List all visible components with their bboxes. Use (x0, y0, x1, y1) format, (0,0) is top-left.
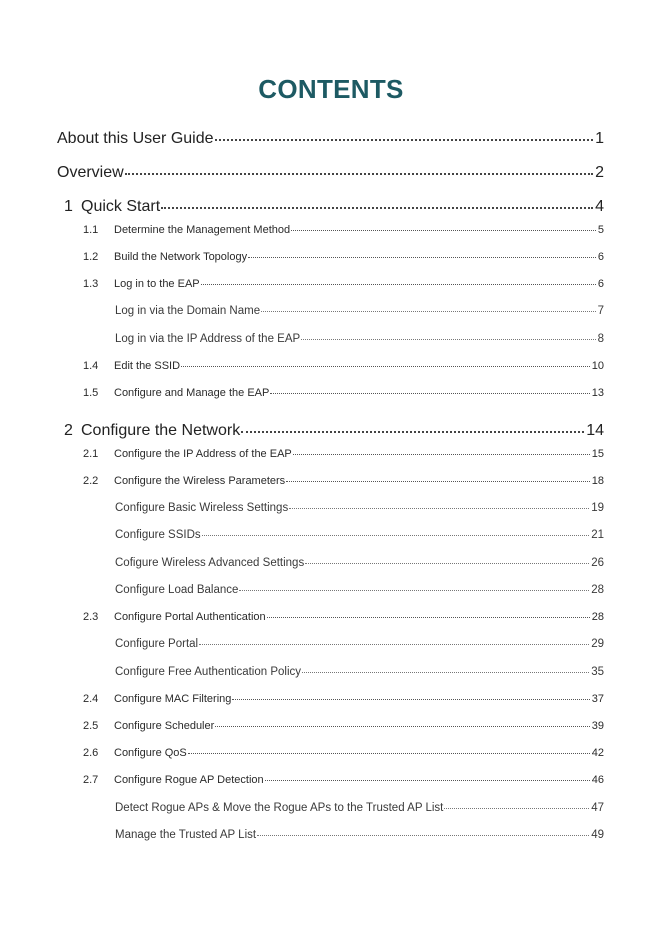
toc-entry-page: 39 (591, 720, 604, 732)
toc-entry-number: 1.1 (83, 224, 99, 236)
toc-entry-page: 19 (591, 502, 604, 514)
toc-entry-label: Configure the Wireless Parameters (114, 475, 286, 487)
toc-entry-page: 49 (591, 829, 604, 841)
toc-entry-number: 2.2 (83, 475, 99, 487)
toc-entry[interactable] (64, 198, 604, 216)
toc-entry-page: 14 (586, 422, 604, 439)
leader-dots (267, 617, 590, 618)
toc-entry-label: Quick Start (81, 198, 161, 215)
toc-entry-page: 26 (591, 557, 604, 569)
toc-entry-label: Configure Load Balance (115, 584, 239, 596)
toc-entry-page: 10 (591, 360, 604, 372)
leader-dots (161, 207, 593, 209)
toc-entry-label: Build the Network Topology (114, 251, 248, 263)
toc-entry[interactable] (115, 829, 604, 841)
toc-entry-page: 47 (591, 802, 604, 814)
toc-entry-page: 6 (597, 278, 604, 290)
toc-entry-page: 46 (591, 774, 604, 786)
toc-entry-number: 2.5 (83, 720, 99, 732)
toc-entry-page: 28 (591, 584, 604, 596)
leader-dots (270, 393, 589, 394)
toc-entry-number: 2.3 (83, 611, 99, 623)
toc-entry[interactable] (115, 584, 604, 596)
toc-entry[interactable] (115, 502, 604, 514)
leader-dots (202, 535, 590, 536)
toc-entry-number: 1.5 (83, 387, 99, 399)
toc-entry-number: 2.4 (83, 693, 99, 705)
toc-entry-page: 2 (595, 164, 604, 181)
toc-entry[interactable] (115, 529, 604, 541)
toc-entry-label: Log in via the IP Address of the EAP (115, 333, 301, 345)
toc-entry-page: 5 (597, 224, 604, 236)
toc-entry-number: 1 (64, 198, 73, 215)
toc-entry-label: Log in to the EAP (114, 278, 200, 290)
toc-entry[interactable] (57, 164, 604, 182)
toc-entry-page: 29 (591, 638, 604, 650)
toc-entry[interactable] (83, 693, 604, 705)
toc-entry-label: Configure Basic Wireless Settings (115, 502, 289, 514)
toc-entry-label: Configure Rogue AP Detection (114, 774, 264, 786)
leader-dots (125, 173, 593, 175)
toc-entry[interactable] (115, 305, 604, 317)
toc-entry-label: Configure Portal (115, 638, 199, 650)
toc-entry-label: About this User Guide (57, 130, 214, 147)
toc-entry[interactable] (115, 666, 604, 678)
leader-dots (241, 431, 584, 433)
toc-entry-label: Configure QoS (114, 747, 187, 759)
leader-dots (181, 366, 590, 367)
leader-dots (302, 672, 589, 673)
toc-entry[interactable] (115, 802, 604, 814)
toc-entry-label: Log in via the Domain Name (115, 305, 261, 317)
toc-entry-label: Configure Free Authentication Policy (115, 666, 302, 678)
leader-dots (215, 726, 589, 727)
toc-entry-page: 21 (591, 529, 604, 541)
toc-entry-page: 1 (595, 130, 604, 147)
toc-entry-number: 1.4 (83, 360, 99, 372)
toc-entry[interactable] (83, 387, 604, 399)
leader-dots (444, 808, 589, 809)
toc-entry-number: 2.7 (83, 774, 99, 786)
toc-entry-page: 28 (591, 611, 604, 623)
toc-entry[interactable] (83, 611, 604, 623)
toc-entry-page: 42 (591, 747, 604, 759)
toc-entry[interactable] (83, 278, 604, 290)
leader-dots (188, 753, 590, 754)
toc-entry-label: Configure the Network (81, 422, 241, 439)
leader-dots (232, 699, 589, 700)
toc-entry-page: 6 (597, 251, 604, 263)
leader-dots (291, 230, 596, 231)
leader-dots (248, 257, 596, 258)
toc-entry-label: Configure Scheduler (114, 720, 215, 732)
toc-entry-label: Configure the IP Address of the EAP (114, 448, 292, 460)
toc-entry-label: Configure MAC Filtering (114, 693, 232, 705)
page-title: CONTENTS (258, 74, 404, 104)
toc-entry[interactable] (64, 422, 604, 440)
toc-entry-page: 4 (595, 198, 604, 215)
toc-entry-label: Cofigure Wireless Advanced Settings (115, 557, 305, 569)
toc-entry-label: Configure Portal Authentication (114, 611, 266, 623)
toc-entry[interactable] (115, 557, 604, 569)
toc-entry[interactable] (83, 720, 604, 732)
toc-entry[interactable] (57, 130, 604, 148)
leader-dots (289, 508, 589, 509)
leader-dots (301, 339, 595, 340)
leader-dots (215, 139, 594, 141)
toc-entry-label: Manage the Trusted AP List (115, 829, 257, 841)
toc-entry[interactable] (83, 774, 604, 786)
toc-entry-label: Determine the Management Method (114, 224, 291, 236)
toc-entry[interactable] (115, 638, 604, 650)
toc-entry-page: 15 (591, 448, 604, 460)
leader-dots (265, 780, 590, 781)
toc-entry-label: Configure and Manage the EAP (114, 387, 270, 399)
leader-dots (286, 481, 590, 482)
toc-entry-page: 8 (597, 333, 604, 345)
leader-dots (257, 835, 589, 836)
toc-entry-number: 1.3 (83, 278, 99, 290)
leader-dots (239, 590, 589, 591)
toc-entry[interactable] (83, 224, 604, 236)
leader-dots (201, 284, 596, 285)
toc-entry-number: 1.2 (83, 251, 99, 263)
toc-entry[interactable] (115, 333, 604, 345)
leader-dots (293, 454, 590, 455)
toc-entry-label: Overview (57, 164, 124, 181)
toc-entry[interactable] (83, 448, 604, 460)
toc-entry-page: 37 (591, 693, 604, 705)
toc-entry-page: 13 (591, 387, 604, 399)
toc-entry-label: Detect Rogue APs & Move the Rogue APs to the Trusted AP List (115, 802, 444, 814)
toc-entry[interactable] (83, 747, 604, 759)
leader-dots (199, 644, 589, 645)
toc-entry-number: 2 (64, 422, 73, 439)
toc-entry-page: 18 (591, 475, 604, 487)
toc-entry-number: 2.6 (83, 747, 99, 759)
leader-dots (305, 563, 589, 564)
toc-entry-number: 2.1 (83, 448, 99, 460)
toc-entry[interactable] (83, 251, 604, 263)
toc-entry-label: Configure SSIDs (115, 529, 201, 541)
toc-entry-page: 35 (591, 666, 604, 678)
toc-entry[interactable] (83, 360, 604, 372)
toc-entry[interactable] (83, 475, 604, 487)
toc-entry-page: 7 (597, 305, 604, 317)
toc-entry-label: Edit the SSID (114, 360, 181, 372)
leader-dots (261, 311, 595, 312)
